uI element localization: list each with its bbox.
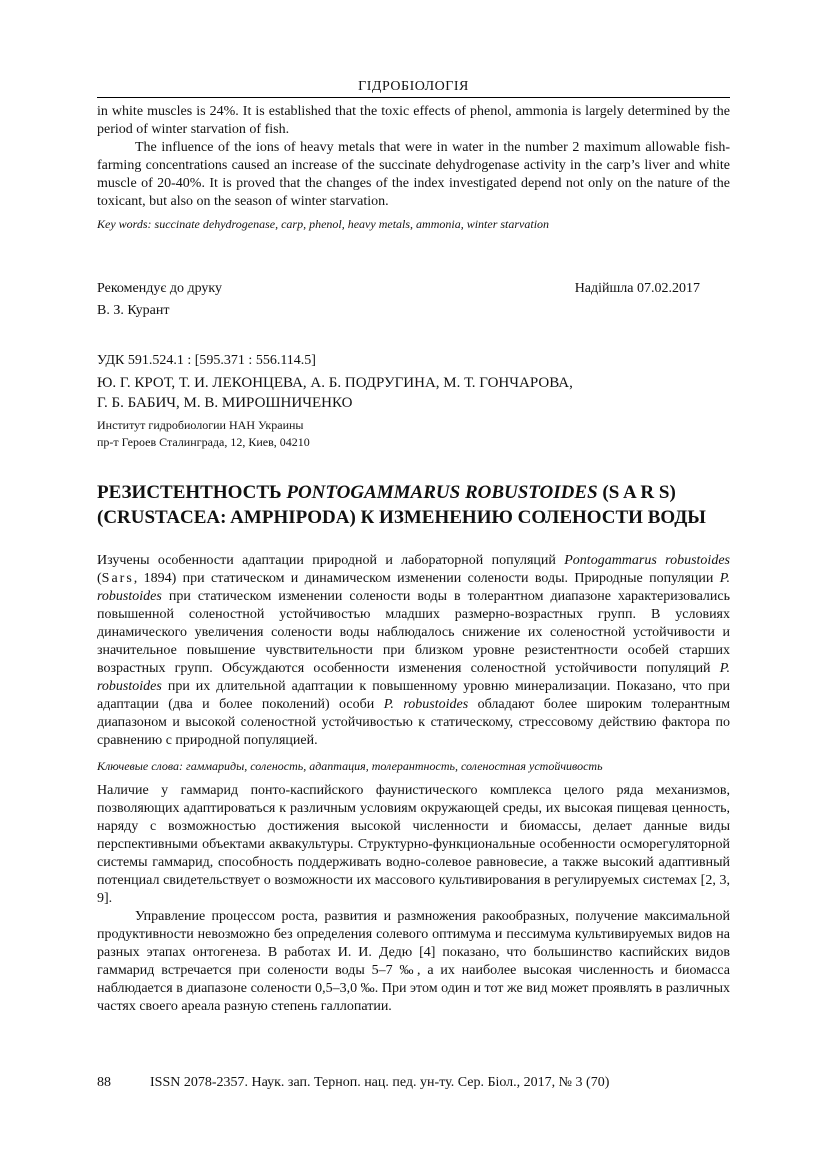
abstract-text: ( bbox=[97, 571, 102, 586]
abstract-text: Изучены особенности адаптации природной и лабораторной популяций bbox=[97, 553, 565, 568]
authors bbox=[97, 373, 730, 413]
title-text-2: (S A R S) bbox=[597, 482, 676, 503]
abstract-text: , 1894) при статическом и динамическом изменении солености воды. Природные популяции bbox=[133, 571, 720, 586]
institute-name: Институт гидробиологии НАН Украины bbox=[97, 418, 304, 432]
species-name: P. robustoides bbox=[383, 697, 469, 712]
species-name: Pontogammarus robustoides bbox=[564, 553, 730, 568]
abstract-text: обладают более широким толерантным диапазоном и высокой соленостной устойчивостью к статическому, стрессовому действию фактора по сравнению с природной популяцией. bbox=[97, 697, 730, 748]
prev-abstract-para-2: The influence of the ions of heavy metals that were in water in the number 2 maximum allowable fish-farming concentrations caused an increase of the succinate dehydrogenase activity in the carp’s liver and white muscle of 20-40%. It is proved that the changes of the index investigated depend not only on the nature of the toxicant, but also on the season of winter starvation. bbox=[97, 140, 730, 209]
recommendation-block bbox=[97, 278, 730, 322]
abstract bbox=[97, 552, 730, 750]
journal-citation: ISSN 2078-2357. Наук. зап. Терноп. нац. пед. ун-ту. Сер. Біол., 2017, № 3 (70) bbox=[150, 1075, 610, 1090]
authors-line-1: Ю. Г. КРОТ, Т. И. ЛЕКОНЦЕВА, А. Б. ПОДРУГИНА, М. Т. ГОНЧАРОВА, bbox=[97, 375, 573, 391]
running-head: ГІДРОБІОЛОГІЯ bbox=[97, 79, 730, 98]
received-date: Надійшла 07.02.2017 bbox=[574, 281, 700, 296]
abstract-text: при статическом изменении солености воды в толерантном диапазоне характеризовались повышенной соленостной устойчивостью младших размерно-возрастных групп. В условиях динамического увеличения солености воды наблюдалось снижение их соленостной устойчивости и значительное повышение чувствительности при близком уровне резистентности особей старших возрастных групп. Обсуждаются особенности изменения соленостной устойчивости популяций bbox=[97, 589, 730, 676]
institute-address: пр-т Героев Сталинграда, 12, Киев, 04210 bbox=[97, 435, 310, 449]
title-line-1 bbox=[97, 480, 730, 505]
content bbox=[97, 103, 730, 1016]
keywords: Ключевые слова: гаммариды, соленость, адаптация, толерантность, соленостная устойчивость bbox=[97, 759, 603, 773]
udk-code: УДК 591.524.1 : [595.371 : 556.114.5] bbox=[97, 353, 316, 368]
recommend-label: Рекомендує до друку bbox=[97, 281, 223, 296]
affiliation bbox=[97, 417, 730, 451]
species-name: P. robustoides bbox=[97, 571, 730, 604]
reviewer-name: В. З. Курант bbox=[97, 303, 170, 318]
prev-abstract-para-1: in white muscles is 24%. It is established that the toxic effects of phenol, ammonia is largely determined by the period of winter starvation of fish. bbox=[97, 104, 730, 137]
article-title bbox=[97, 480, 730, 530]
title-text-1: РЕЗИСТЕНТНОСТЬ bbox=[97, 482, 287, 503]
species-name: P. robustoides bbox=[97, 661, 730, 694]
prev-keywords: Key words: succinate dehydrogenase, carp, phenol, heavy metals, ammonia, winter starvation bbox=[97, 217, 550, 231]
page-number: 88 bbox=[97, 1075, 111, 1090]
title-species: PONTOGAMMARUS ROBUSTOIDES bbox=[286, 482, 598, 503]
author-citation: Sars bbox=[101, 571, 134, 586]
body-para-1: Наличие у гаммарид понто-каспийского фаунистического комплекса целого ряда механизмов, позволяющих адаптироваться к различным условиям окружающей среды, их высокая пищевая ценность, наряду с возможностью достижения высокой численности и биомассы, делает данные виды перспективными объектами аквакультуры. Структурно-функциональные особенности осморегуляторной системы гаммарид, способность поддерживать водно-солевое равновесие, а также высокий адаптивный потенциал свидетельствует о возможности их массового культивирования в регулируемых системах [2, 3, 9]. bbox=[97, 783, 730, 906]
body-para-2: Управление процессом роста, развития и размножения ракообразных, получение максимальной продуктивности невозможно без определения солевого оптимума и пессимума культивируемых видов на разных этапах онтогенеза. В работах И. И. Дедю [4] показано, что большинство каспийских видов гаммарид встречается при солености воды 5–7 ‰, а их наиболее высокая численность и биомасса наблюдается в диапазоне солености 0,5–3,0 ‰. При этом один и тот же вид может проявлять в различных частях своего ареала разную степень галлопатии. bbox=[97, 909, 730, 1014]
authors-line-2: Г. Б. БАБИЧ, М. В. МИРОШНИЧЕНКО bbox=[97, 395, 353, 411]
title-line-2: (CRUSTACEA: AMPHIPODA) К ИЗМЕНЕНИЮ СОЛЕНОСТИ ВОДЫ bbox=[97, 507, 706, 528]
abstract-text: при их длительной адаптации к повышенному уровню минерализации. Показано, что при адаптации (два и более поколений) особи bbox=[97, 679, 730, 712]
